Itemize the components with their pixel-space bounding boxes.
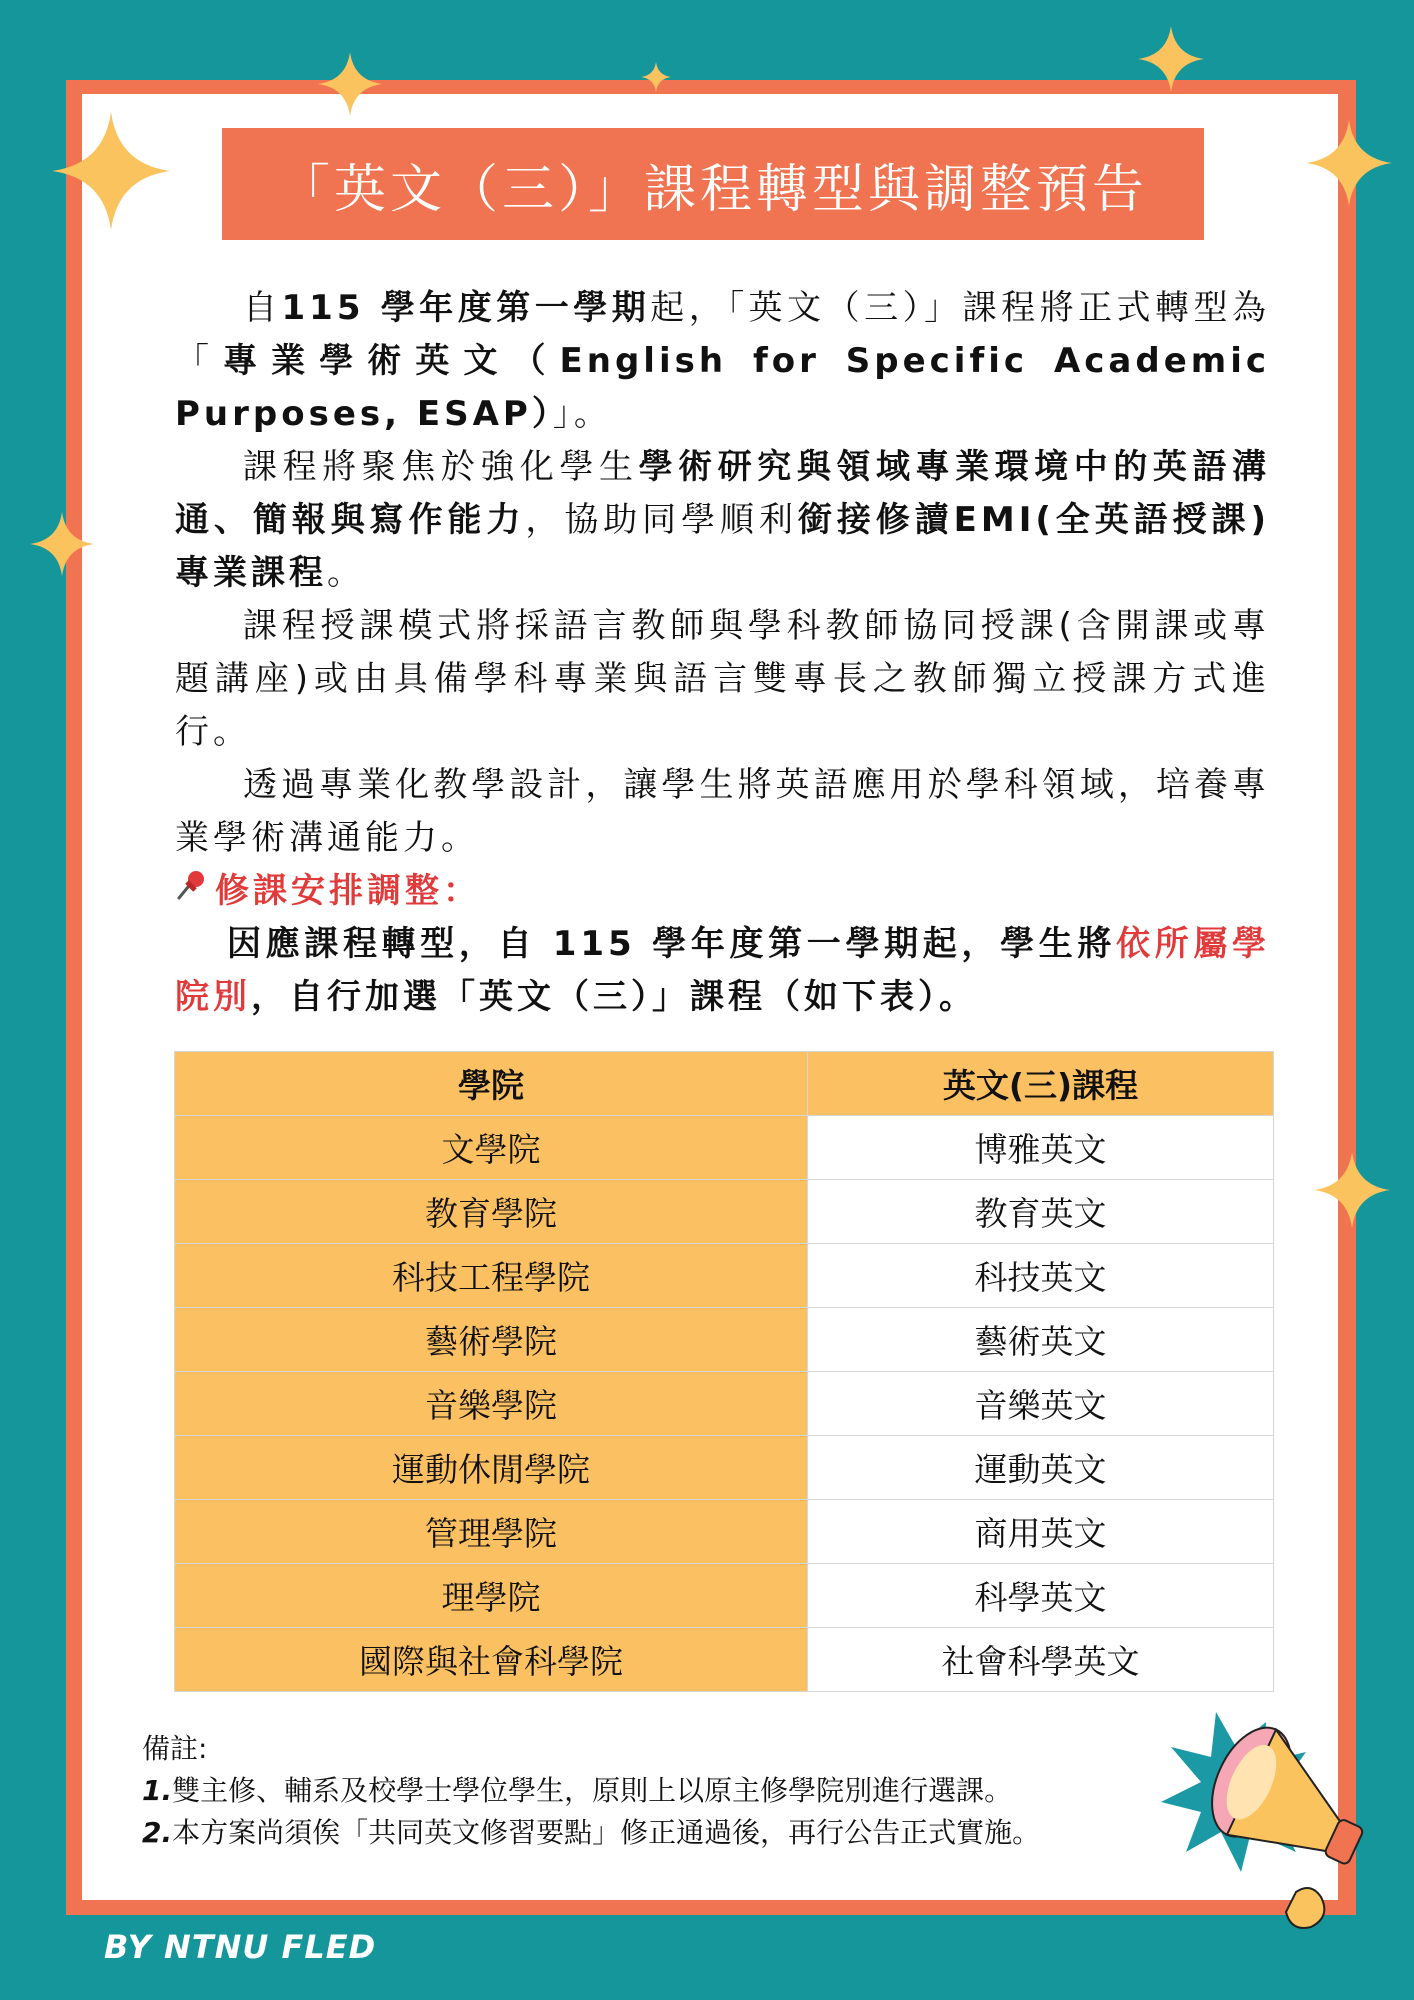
text: 自: [243, 288, 282, 328]
table-row: [175, 1372, 1274, 1436]
section-heading: [175, 865, 1270, 918]
course-cell: 運動英文: [808, 1436, 1274, 1500]
text-bold: 銜接修讀EMI(全英語授課)專業課程: [175, 500, 1271, 593]
note-number: 2.: [142, 1816, 173, 1849]
text-bold: 學術研究與領域專業環境中的英語溝通、簡報與寫作能力: [175, 447, 1271, 540]
text: ，協助同學順利: [525, 500, 798, 540]
text-highlight: 依所屬學院別: [175, 924, 1270, 1017]
section-text: [175, 918, 1270, 1024]
sparkle-icon: [318, 52, 382, 116]
pushpin-icon: [175, 865, 215, 918]
course-cell: 音樂英文: [808, 1372, 1274, 1436]
table-row: [175, 1244, 1274, 1308]
paragraph-2: [175, 441, 1270, 600]
text: 課程將聚焦於強化學生: [243, 447, 639, 487]
note-item: [142, 1770, 1162, 1812]
table-row: [175, 1500, 1274, 1564]
note-text: 本方案尚須俟「共同英文修習要點」修正通過後，再行公告正式實施。: [172, 1816, 1041, 1849]
paragraph-1: [175, 282, 1270, 441]
page-title: 「英文（三）」課程轉型與調整預告: [222, 128, 1204, 240]
sparkle-icon: [1138, 26, 1204, 92]
college-cell: 管理學院: [175, 1500, 808, 1564]
text: 」。: [552, 394, 612, 434]
megaphone-icon: [1146, 1702, 1386, 1942]
college-cell: 國際與社會科學院: [175, 1628, 808, 1692]
course-cell: 藝術英文: [808, 1308, 1274, 1372]
course-cell: 商用英文: [808, 1500, 1274, 1564]
sparkle-icon: [1314, 1152, 1390, 1228]
column-header: 學院: [175, 1052, 808, 1116]
college-cell: 教育學院: [175, 1180, 808, 1244]
table-row: [175, 1436, 1274, 1500]
sparkle-icon: [52, 112, 170, 230]
table-row: [175, 1180, 1274, 1244]
table-row: [175, 1628, 1274, 1692]
course-cell: 科技英文: [808, 1244, 1274, 1308]
college-cell: 運動休閒學院: [175, 1436, 808, 1500]
sparkle-icon: [30, 512, 94, 576]
college-cell: 文學院: [175, 1116, 808, 1180]
column-header: 英文(三)課程: [808, 1052, 1274, 1116]
table-row: [175, 1308, 1274, 1372]
text-bold: 因應課程轉型，自 115 學年度第一學期起，學生將: [227, 924, 1117, 964]
sparkle-icon: [641, 62, 671, 92]
college-cell: 科技工程學院: [175, 1244, 808, 1308]
college-cell: 音樂學院: [175, 1372, 808, 1436]
text-bold: 專業學術英文（English for Specific Academic Purposes, ESAP）: [175, 341, 1271, 434]
course-cell: 科學英文: [808, 1564, 1274, 1628]
announcement-body: [175, 282, 1270, 1024]
note-text: 雙主修、輔系及校學士學位學生，原則上以原主修學院別進行選課。: [172, 1774, 1013, 1807]
paragraph-3: 課程授課模式將採語言教師與學科教師協同授課(含開課或專題講座)或由具備學科專業與語言雙專長之教師獨立授課方式進行。: [175, 606, 1270, 752]
text-bold: 115 學年度第一學期: [281, 288, 651, 328]
note-number: 1.: [142, 1774, 173, 1807]
notes-label: 備註:: [142, 1732, 208, 1765]
text-bold: ，自行加選「英文（三）」課程（如下表）。: [251, 977, 977, 1017]
sparkle-icon: [1306, 120, 1392, 206]
course-cell: 博雅英文: [808, 1116, 1274, 1180]
footer-credit: BY NTNU FLED: [104, 1928, 377, 1966]
table-row: [175, 1116, 1274, 1180]
notes-section: [142, 1728, 1162, 1854]
note-item: [142, 1812, 1162, 1854]
course-cell: 社會科學英文: [808, 1628, 1274, 1692]
college-cell: 藝術學院: [175, 1308, 808, 1372]
table-row: [175, 1564, 1274, 1628]
table-header-row: [175, 1052, 1274, 1116]
section-heading-text: 修課安排調整：: [215, 871, 481, 911]
paragraph-4: 透過專業化教學設計，讓學生將英語應用於學科領域，培養專業學術溝通能力。: [175, 765, 1270, 858]
text: 。: [327, 553, 365, 593]
course-cell: 教育英文: [808, 1180, 1274, 1244]
college-cell: 理學院: [175, 1564, 808, 1628]
college-course-table: [174, 1051, 1274, 1692]
text: 起，「英文（三）」課程將正式轉型為「: [175, 288, 1271, 381]
